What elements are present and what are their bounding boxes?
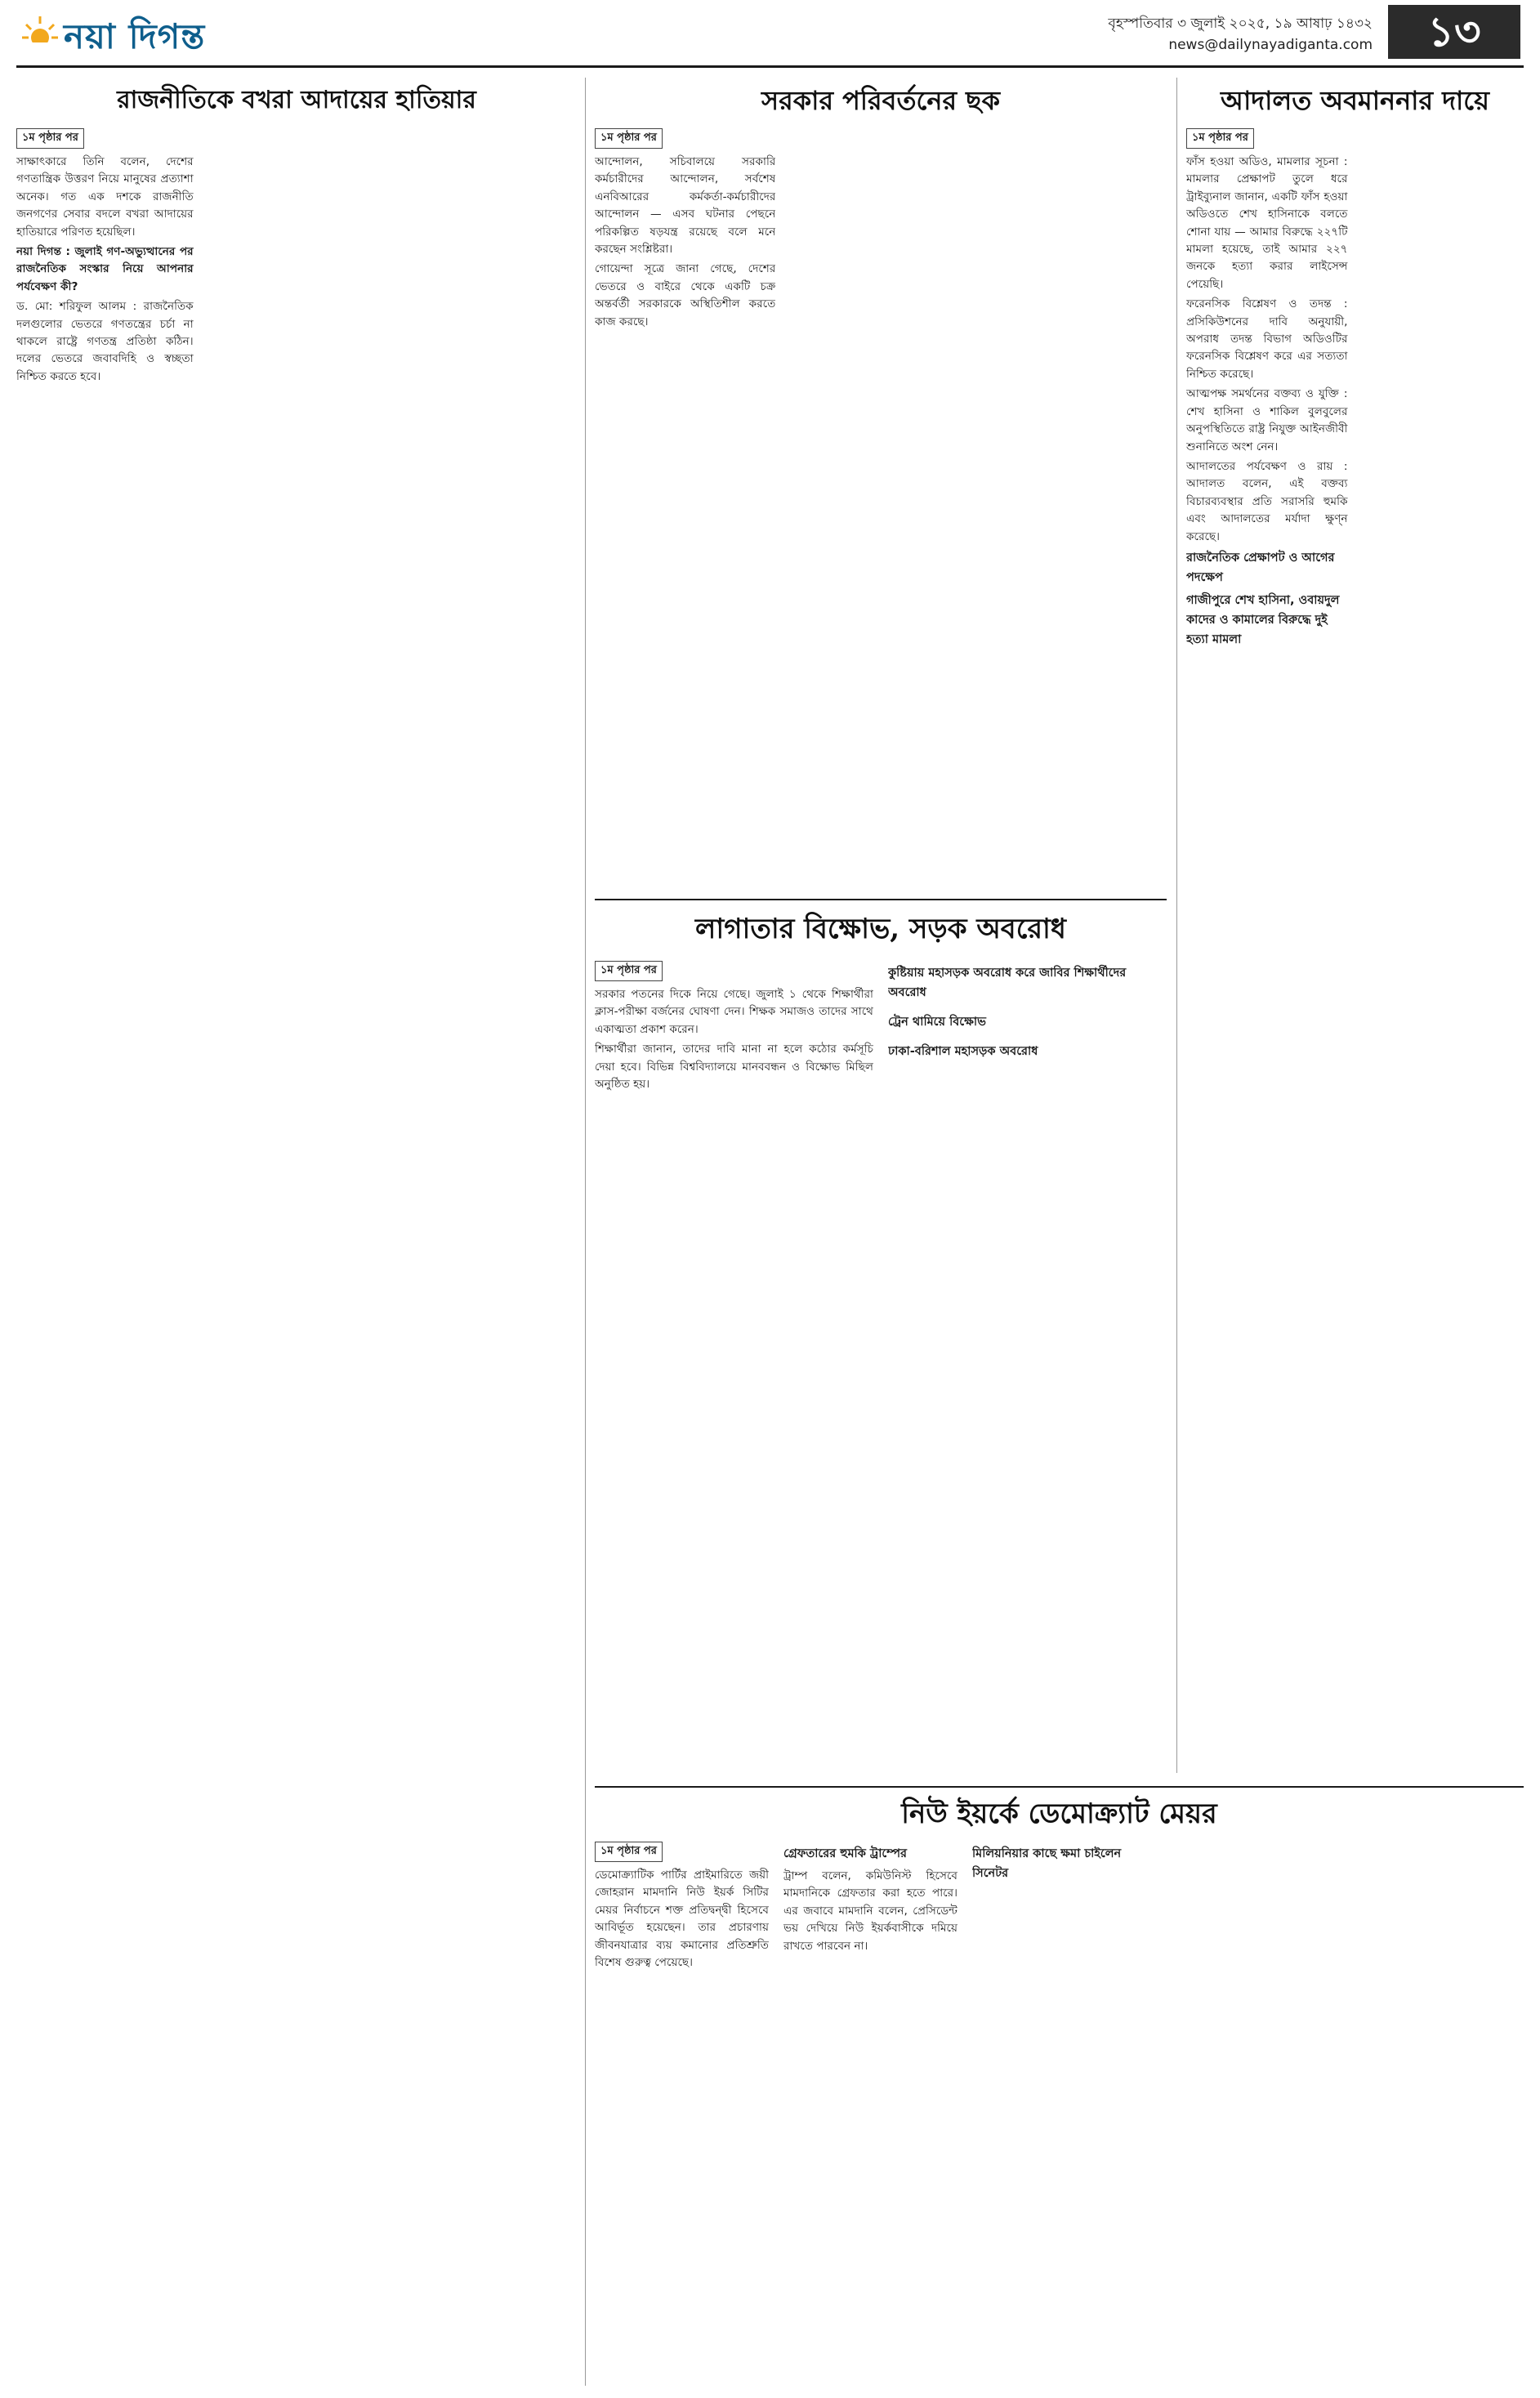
newspaper-logo[interactable] xyxy=(21,8,242,57)
subheading: গাজীপুরে শেখ হাসিনা, ওবায়দুল কাদের ও কামালের বিরুদ্ধে দুই হত্যা মামলা xyxy=(1186,593,1340,646)
sun-logo-icon xyxy=(21,13,59,51)
column xyxy=(208,128,386,2386)
continued-label: ১ম পৃষ্ঠার পর xyxy=(595,1842,663,1862)
column xyxy=(972,1842,1146,2386)
section-rule xyxy=(595,1786,1524,1788)
header-rule xyxy=(16,65,1524,68)
column xyxy=(595,961,873,1776)
paragraph: গোয়েন্দা সূত্রে জানা গেছে, দেশের ভেতরে ও বাইরে থেকে একটি চক্র অন্তর্বর্তী সরকারকে অস্থিতিশীল করতে কাজ করছে। xyxy=(595,262,776,328)
column xyxy=(1161,1842,1335,2386)
paragraph: ফরেনসিক বিশ্লেষণ ও তদন্ত : প্রসিকিউশনের দাবি অনুযায়ী, অপরাধ তদন্ত বিভাগ অডিওটির ফরেনসিক বিশ্লেষণ করে এর সত্যতা নিশ্চিত করেছে। xyxy=(1186,297,1348,381)
headline[interactable]: আদালত অবমাননার দায়ে xyxy=(1220,85,1489,116)
column-divider xyxy=(1176,78,1177,1773)
paragraph: ট্রাম্প বলেন, কমিউনিস্ট হিসেবে মামদানিকে গ্রেফতার করা হতে পারে। এর জবাবে মামদানি বলেন, প্রেসিডেন্ট ভয় দেখিয়ে নিউ ইয়র্কবাসীকে দমিয়ে রাখতে পারবেন না। xyxy=(783,1869,957,1953)
article-protest xyxy=(595,905,1167,1776)
column xyxy=(595,128,775,886)
continued-label: ১ম পৃষ্ঠার পর xyxy=(1186,128,1254,149)
masthead xyxy=(0,0,1540,65)
column xyxy=(1363,128,1524,1773)
email-link[interactable]: news@dailynayadiganta.com xyxy=(1168,37,1373,53)
column xyxy=(790,128,971,886)
date-box xyxy=(1108,13,1373,56)
article-government-change xyxy=(595,78,1167,886)
column xyxy=(1350,1842,1524,2386)
page-number: ১৩ xyxy=(1388,5,1520,59)
subheading: কুষ্টিয়ায় মহাসড়ক অবরোধ করে জাবির শিক্ষার্থীদের অবরোধ xyxy=(888,967,1127,999)
subheading: মিলিয়নিয়ার কাছে ক্ষমা চাইলেন সিনেটর xyxy=(972,1847,1122,1880)
paragraph: শিক্ষার্থীরা জানান, তাদের দাবি মানা না হলে কঠোর কর্মসূচি দেয়া হবে। বিভিন্ন বিশ্ববিদ্যালয়ে মানববন্ধন ও বিক্ষোভ মিছিল অনুষ্ঠিত হয়। xyxy=(595,1043,873,1092)
column xyxy=(888,961,1167,1776)
paragraph: সরকার পতনের দিকে নিয়ে গেছে। জুলাই ১ থেকে শিক্ষার্থীরা ক্লাস-পরীক্ষা বর্জনের ঘোষণা দেন। শিক্ষক সমাজও তাদের সাথে একাত্মতা প্রকাশ করেন। xyxy=(595,988,873,1036)
column-divider xyxy=(585,78,586,2386)
article-politics xyxy=(16,78,577,2386)
headline[interactable]: লাগাতার বিক্ষোভ, সড়ক অবরোধ xyxy=(695,913,1066,945)
continued-label: ১ম পৃষ্ঠার পর xyxy=(595,961,663,981)
article-newyork-mayor xyxy=(595,1793,1524,2386)
subheading: ট্রেন থামিয়ে বিক্ষোভ xyxy=(888,1016,986,1029)
headline[interactable]: রাজনীতিকে বখরা আদায়ের হাতিয়ার xyxy=(117,86,476,114)
paragraph: আন্দোলন, সচিবালয়ে সরকারি কর্মচারীদের আন্দোলন, সর্বশেষ এনবিআরের কর্মকর্তা-কর্মচারীদের আন্দোলন — এসব ঘটনার পেছনে পরিকল্পিত ষড়যন্ত্র রয়েছে বলে মনে করছেন সংশ্লিষ্টরা। xyxy=(595,155,776,257)
paragraph: আদালতের পর্যবেক্ষণ ও রায় : আদালত বলেন, এই বক্তব্য বিচারব্যবস্থার প্রতি সরাসরি হুমকি এবং আদালতের মর্যাদা ক্ষুণ্ন করেছে। xyxy=(1186,459,1348,543)
paragraph: ড. মো: শরিফুল আলম : রাজনৈতিক দলগুলোর ভেতরে গণতন্ত্রের চর্চা না থাকলে রাষ্ট্রে গণতন্ত্র প্রতিষ্ঠা কঠিন। দলের ভেতরে জবাবদিহি ও স্বচ্ছতা নিশ্চিত করতে হবে। xyxy=(16,300,194,383)
column xyxy=(400,128,577,2386)
date-line: বৃহস্পতিবার ৩ জুলাই ২০২৫, ১৯ আষাঢ় ১৪৩২ xyxy=(1108,16,1373,32)
continued-label: ১ম পৃষ্ঠার পর xyxy=(595,128,663,149)
column xyxy=(1186,128,1348,1773)
subheading: ঢাকা-বরিশাল মহাসড়ক অবরোধ xyxy=(888,1045,1038,1058)
paragraph: ডেমোক্র্যাটিক পার্টির প্রাইমারিতে জয়ী জোহরান মামদানি নিউ ইয়র্ক সিটির মেয়র নির্বাচনে শক্ত প্রতিদ্বন্দ্বী হিসেবে আবির্ভূত হয়েছেন। তার প্রচারণায় জীবনযাত্রার ব্যয় কমানোর প্রতিশ্রুতি বিশেষ গুরুত্ব পেয়েছে। xyxy=(595,1869,769,1970)
paragraph: ফাঁস হওয়া অডিও, মামলার সূচনা : মামলার প্রেক্ষাপট তুলে ধরে ট্রাইব্যুনাল জানান, একটি ফাঁস হওয়া অডিওতে শেখ হাসিনাকে বলতে শোনা যায় — আমার বিরুদ্ধে ২২৭টি মামলা হয়েছে, তাই আমার ২২৭ জনকে হত্যা করার লাইসেন্স পেয়েছি। xyxy=(1186,155,1348,291)
logo-text: নয়া দিগন্ত xyxy=(64,16,206,56)
subheading: গ্রেফতারের হুমকি ট্রাম্পের xyxy=(783,1847,908,1860)
section-rule xyxy=(595,899,1167,900)
headline[interactable]: সরকার পরিবর্তনের ছক xyxy=(761,85,1000,116)
column xyxy=(986,128,1167,886)
article-court-contempt xyxy=(1186,78,1524,1773)
paragraph: সাক্ষাৎকারে তিনি বলেন, দেশের গণতান্ত্রিক উত্তরণ নিয়ে মানুষের প্রত্যাশা অনেক। গত এক দশকে রাজনীতি জনগণের সেবার বদলে বখরা আদায়ের হাতিয়ারে পরিণত হয়েছিল। xyxy=(16,155,194,239)
column xyxy=(783,1842,957,2386)
headline[interactable]: নিউ ইয়র্কে ডেমোক্র্যাট মেয়র xyxy=(901,1797,1217,1830)
continued-label: ১ম পৃষ্ঠার পর xyxy=(16,128,84,149)
question: নয়া দিগন্ত : জুলাই গণ-অভ্যুত্থানের পর রাজনৈতিক সংস্কার নিয়ে আপনার পর্যবেক্ষণ কী? xyxy=(16,245,194,293)
column xyxy=(595,1842,769,2386)
subheading: রাজনৈতিক প্রেক্ষাপট ও আগের পদক্ষেপ xyxy=(1186,551,1335,584)
paragraph: আত্মপক্ষ সমর্থনের বক্তব্য ও যুক্তি : শেখ হাসিনা ও শাকিল বুলবুলের অনুপস্থিতিতে রাষ্ট্র নিযুক্ত আইনজীবী শুনানিতে অংশ নেন। xyxy=(1186,387,1348,453)
column xyxy=(16,128,194,2386)
